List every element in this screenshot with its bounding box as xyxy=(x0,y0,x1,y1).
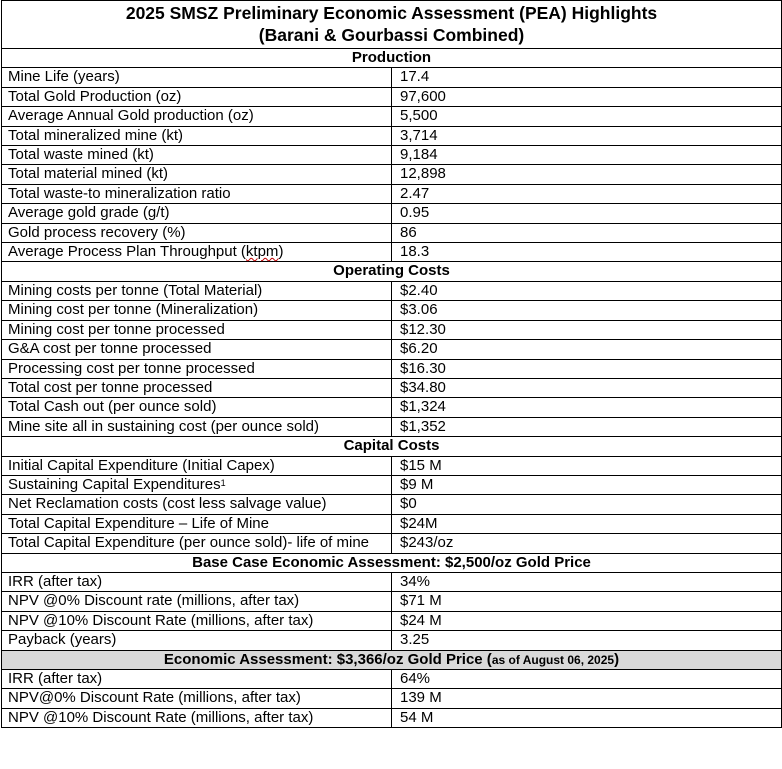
spot-heading-main: Economic Assessment: $3,366/oz Gold Price ( xyxy=(163,650,492,668)
table-row xyxy=(2,146,782,165)
metric-label: NPV@0% Discount Rate (millions, after tax) xyxy=(2,689,392,708)
metric-label: Total waste mined (kt) xyxy=(2,146,392,165)
section-heading-base-case: Base Case Economic Assessment: $2,500/oz Gold Price xyxy=(2,553,782,572)
metric-label: Total cost per tonne processed xyxy=(2,378,392,397)
metric-value: 3,714 xyxy=(392,126,782,145)
metric-label: Mine site all in sustaining cost (per ounce sold) xyxy=(2,417,392,436)
metric-value: $9 M xyxy=(392,475,782,494)
metric-value: 5,500 xyxy=(392,107,782,126)
table-row xyxy=(2,670,782,689)
metric-label: Average Annual Gold production (oz) xyxy=(2,107,392,126)
section-heading-capital: Capital Costs xyxy=(2,437,782,456)
table-row xyxy=(2,223,782,242)
throughput-unit: ktpm xyxy=(245,243,279,261)
section-header-row xyxy=(2,262,782,281)
table-row xyxy=(2,378,782,397)
metric-label: Mining cost per tonne processed xyxy=(2,320,392,339)
table-row xyxy=(2,398,782,417)
table-row xyxy=(2,107,782,126)
metric-value: $34.80 xyxy=(392,378,782,397)
metric-value: $24 M xyxy=(392,611,782,630)
table-row xyxy=(2,708,782,727)
metric-label: Mining cost per tonne (Mineralization) xyxy=(2,301,392,320)
metric-value: $6.20 xyxy=(392,340,782,359)
table-row xyxy=(2,495,782,514)
metric-value: $24M xyxy=(392,514,782,533)
footnote-marker: 1 xyxy=(220,477,226,488)
section-header-row xyxy=(2,650,782,669)
table-row xyxy=(2,592,782,611)
table-row xyxy=(2,631,782,650)
table-row xyxy=(2,87,782,106)
table-row xyxy=(2,184,782,203)
metric-value: 2.47 xyxy=(392,184,782,203)
title-line-2: (Barani & Gourbassi Combined) xyxy=(258,25,525,45)
metric-value: 18.3 xyxy=(392,243,782,262)
metric-value: 64% xyxy=(392,670,782,689)
table-row xyxy=(2,417,782,436)
table-row xyxy=(2,475,782,494)
metric-label xyxy=(2,243,392,262)
title-row xyxy=(2,1,782,49)
metric-label: Net Reclamation costs (cost less salvage value) xyxy=(2,495,392,514)
metric-value: $2.40 xyxy=(392,281,782,300)
throughput-label-suffix: ) xyxy=(278,243,284,261)
metric-value: $12.30 xyxy=(392,320,782,339)
section-header-row xyxy=(2,437,782,456)
table-row xyxy=(2,572,782,591)
section-header-row xyxy=(2,49,782,68)
table-row xyxy=(2,689,782,708)
metric-value: 139 M xyxy=(392,689,782,708)
metric-label: Gold process recovery (%) xyxy=(2,223,392,242)
metric-label: NPV @10% Discount Rate (millions, after tax) xyxy=(2,611,392,630)
metric-label: Average gold grade (g/t) xyxy=(2,204,392,223)
metric-label: Processing cost per tonne processed xyxy=(2,359,392,378)
metric-value: 54 M xyxy=(392,708,782,727)
metric-value: $15 M xyxy=(392,456,782,475)
metric-value: 17.4 xyxy=(392,68,782,87)
metric-label: Initial Capital Expenditure (Initial Capex) xyxy=(2,456,392,475)
table-row xyxy=(2,456,782,475)
metric-value: 97,600 xyxy=(392,87,782,106)
metric-label xyxy=(2,475,392,494)
metric-value: $71 M xyxy=(392,592,782,611)
section-heading-operating: Operating Costs xyxy=(2,262,782,281)
table-row xyxy=(2,514,782,533)
table-row xyxy=(2,359,782,378)
table-row xyxy=(2,243,782,262)
throughput-label-prefix: Average Process Plan Throughput ( xyxy=(8,243,246,261)
table-row xyxy=(2,281,782,300)
section-heading-spot-case xyxy=(2,650,782,669)
metric-label: Total material mined (kt) xyxy=(2,165,392,184)
metric-value: 3.25 xyxy=(392,631,782,650)
metric-label: G&A cost per tonne processed xyxy=(2,340,392,359)
metric-value: $1,324 xyxy=(392,398,782,417)
table-row xyxy=(2,320,782,339)
spot-heading-date-note: as of August 06, 2025 xyxy=(491,652,615,667)
metric-label: Total Capital Expenditure (per ounce sold)- life of mine xyxy=(2,534,392,553)
metric-label: Total waste-to mineralization ratio xyxy=(2,184,392,203)
table-row xyxy=(2,340,782,359)
metric-label: Total Cash out (per ounce sold) xyxy=(2,398,392,417)
metric-value: $0 xyxy=(392,495,782,514)
section-heading-production: Production xyxy=(2,49,782,68)
metric-value: $1,352 xyxy=(392,417,782,436)
table-row xyxy=(2,611,782,630)
metric-label: Mining costs per tonne (Total Material) xyxy=(2,281,392,300)
table-row xyxy=(2,68,782,87)
table-row xyxy=(2,165,782,184)
metric-value: 86 xyxy=(392,223,782,242)
title-line-1: 2025 SMSZ Preliminary Economic Assessment (PEA) Highlights xyxy=(125,3,658,23)
metric-value: 34% xyxy=(392,572,782,591)
table-row xyxy=(2,301,782,320)
metric-value: 12,898 xyxy=(392,165,782,184)
metric-label: NPV @0% Discount rate (millions, after tax) xyxy=(2,592,392,611)
section-header-row xyxy=(2,553,782,572)
metric-label: Mine Life (years) xyxy=(2,68,392,87)
metric-label: Total Capital Expenditure – Life of Mine xyxy=(2,514,392,533)
spot-heading-close: ) xyxy=(614,650,620,668)
metric-value: 0.95 xyxy=(392,204,782,223)
metric-value: $3.06 xyxy=(392,301,782,320)
table-row xyxy=(2,126,782,145)
table-row xyxy=(2,534,782,553)
metric-label-text: Sustaining Capital Expenditures xyxy=(8,475,221,493)
metric-label: Total Gold Production (oz) xyxy=(2,87,392,106)
table-title xyxy=(2,1,782,49)
metric-label: IRR (after tax) xyxy=(2,670,392,689)
metric-label: Payback (years) xyxy=(2,631,392,650)
metric-value: $16.30 xyxy=(392,359,782,378)
pea-highlights-table xyxy=(1,0,782,728)
metric-label: IRR (after tax) xyxy=(2,572,392,591)
metric-value: 9,184 xyxy=(392,146,782,165)
table-row xyxy=(2,204,782,223)
metric-value: $243/oz xyxy=(392,534,782,553)
metric-label: Total mineralized mine (kt) xyxy=(2,126,392,145)
metric-label: NPV @10% Discount Rate (millions, after tax) xyxy=(2,708,392,727)
